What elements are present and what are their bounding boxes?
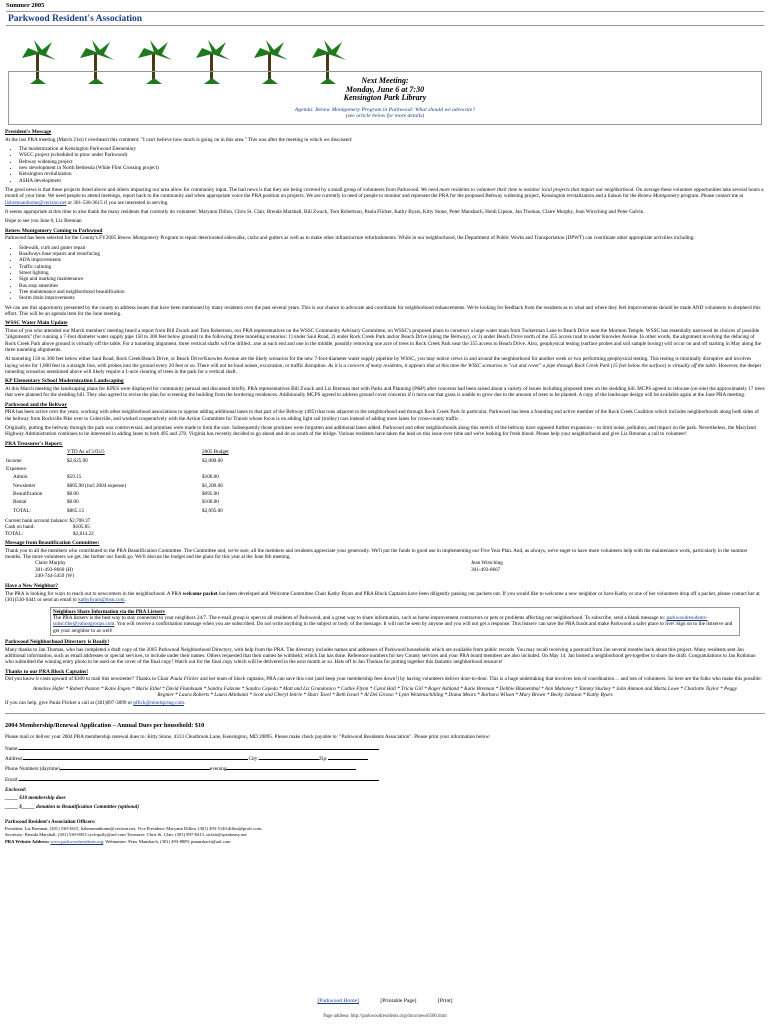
meeting-date: Monday, June 6 at 7:30 [345,84,425,94]
table-row: Beautification $0.00 $695.00 [13,491,219,497]
page-address: Page address: http://parkwoodresidents.org/docs/news0506.html [323,1014,447,1019]
email-field[interactable]: Email: [5,775,765,783]
block-captain-names: Annelise Hafer * Robert Paxton * Katie Engen * Marie Ethel * David Flumbaum * Sandra Falzone * Sandra Cepeda * Matt and Liz Grandonico * Cathie Flynn * Carol Hall * Tricia Gill * Roger Ashland * Katie Brennan * Debbie Blumenthal * Ann Mahoney * Tammy Stuckey * John Ammon and Marta Lowe * Charlotte Taylor * Peggy Regnier * Laura Roberts * Laura Akinbami * Scott and Cheryl Imirie * Shari Tavel * Beth Israel * Al Del Grosso * Lynn Weidenschilling * Diana Mears * Barbara Wilson * Mary Brown * Becky Johnson * Kathy Byars [33,685,737,698]
beautification-heading: Message from Beautification Committee: [5,540,100,547]
meeting-agenda: Agenda: Renew Montgomery Program in Parkwood: What should we advocate? [294,106,476,113]
table-row: Rental $0.00 $100.00 [13,499,219,506]
list-item: • new development in North Bethesda (White Flint Crossing project) [19,165,765,171]
list-item: • Sign and marking maintenance [19,276,765,282]
enclosed-label: Enclosed: [5,787,27,794]
table-row: Income $2,625.90 $2,000.00 [6,457,223,464]
new-neighbor-paragraph: The PRA is looking for ways to reach out to newcomers in the neighborhood. A PRA welcome packet has been developed and Welcome Committee Chair Kathy Byars and PRA Block Captains have been diligently passing our packets out. If you would like to welcome a new neighbor or have Kathy or one of her volunteers drop off a packet, please contact her at (301)530-9441 or send an email to kathybyars@msn.com. [5,590,760,604]
officers-title: Parkwood Resident's Association Officers: [5,820,96,826]
website-line: PRA Website Address: www.parkwoodresidents.org, Webmaster: Peter Mansbach, (301) 493-8809, pmansbach@aol.com [5,839,231,845]
treasurer-table [5,448,230,515]
cash-on-hand: Cash on hand: $105.85 [5,524,90,531]
renew-activities-list [5,245,765,302]
beltway-heading: Parkwood and the Beltway [5,401,68,408]
home-link[interactable]: [Parkwood Home] [317,998,359,1004]
contact-jean: Jean Wirsching 301-493-8667 [471,560,503,573]
contact-claire: Claire Murphy 301-493-8660 (H) 240-744-5459 (W) [35,560,75,580]
printable-page-link[interactable]: [Printable Page] [380,998,417,1004]
newsletter-content [5,127,765,845]
project-list [5,146,765,184]
list-item: • WSCC project (scheduled to plow under Parkwood) [19,152,765,158]
block-captains-paragraph: Did you know it costs upward of $300 to mail this newsletter? Thanks to Chair Paula Flicker and her team of block captains, PRA can save this cost (and keep your membership fees down!) by having volunteers deliver door-to-door. This is a huge undertaking that involves lots of coordination… and lots of volunteers. So here are the folks who make this possible: [5,676,762,683]
print-link[interactable]: [Print] [437,998,453,1004]
table-row: Admin $59.15 $100.00 [13,474,219,481]
list-item: • Sidewalk, curb and gutter repair [19,245,765,251]
list-item: • ADA improvements [19,257,765,263]
presidents-message-intro: At the last PRA meeting (March 21st) I overheard this comment: "I can't believe how much is going on in this area." This was after the meeting in which we discussed: [5,136,353,143]
volunteer-appeal: The good news is that these projects listed above and others impacting our area allow for community input. The bad news is that they are being covered by a small group of volunteers from Parkwood. We need more residents to volunteer their time to monitor local projects that impact our neighborhood. On average these volunteer opportunities take several hours a month of your time. We need people to attend meetings, report back to the community and when appropriate voice the PRA position on projects. We are currently in need of people to monitor and represent the PRA for the proposed Beltway widening project, Kensington revitalization and a liaison for the Renew Montgomery program. Please contact me at lizbrennanhome@verizon.net or 301-530-3615 if you are interested in serving. [5,187,764,206]
listserv-box [50,607,740,636]
renew-montgomery-intro: Parkwood has been selected for the County's FY2005 Renew Montgomery Program to repair deteriorated sidewalks, curbs and gutters as well as to make other infrastructure refurbishments. While in our neighborhood, the Department of Public Works and Transportation (DPWT) can coordinate other appropriate activities including: [5,235,695,242]
footer-nav [0,998,770,1005]
address-field[interactable]: Address: City: Zip: [5,754,765,762]
beautification-contacts [35,560,765,579]
listserv-heading: Neighbors Share Information via the PRA Listserv [53,608,166,615]
page-title: Parkwood Resident's Association [6,11,764,26]
donation-line: _____ $_____ donation to Beautification Committee (optional) [5,803,140,810]
table-row: Newsletter $805.98 (incl 2004 expense) $1,200.00 [13,482,223,489]
table-row: TOTAL: $865.13 $2,095.00 [13,507,223,514]
meeting-heading: Next Meeting: [361,76,409,85]
officers-line-2: Secretary: Brenda Marshall, (301) 530-0053 cyclopsfly@aol.com Treasurer: Chris St. Clair, (301) 897-8413, stclair@speakeasy.net [5,831,247,837]
block-captains-heading: Thanks to our PRA Block Captains! [5,668,89,675]
list-item: • Storm drain improvements [19,295,765,301]
treasurer-total: TOTAL: $2,814.22 [5,530,94,537]
next-meeting-box [8,71,762,125]
list-item: • ASHA development [19,178,765,184]
renew-montgomery-followup: We can use this opportunity presented by the county to address issues that have been mentioned by many residents over the past several years. This is our chance to advocate and coordinate for neighborhood enhancements. We're looking for feedback from the residents as to what and where they feel improvements should be made AND volunteers to shepherd this effort. This will be an agenda item for the June meeting. [5,304,761,318]
beltway-paragraph-1: PRA has been active over the years, working with other neighborhood associations to oppose adding additional lanes to that part of the Beltway (495) that runs adjacent to the neighborhood and through Rock Creek Park In particular, Parkwood has been a founding and active member of the Rock Creek Coalition which includes neighborhoods along both sides of the beltway from Rockville Pike over to Colesville, and worked cooperatively with the Action Committee for Transit whose focus is on adding light rail (trolley) cars instead of adding more lanes for cross-county traffic. [5,409,759,422]
dues-line: _____ $10 membership dues [5,795,66,802]
kpes-heading: KP Elementary School Modernization Landscaping [5,378,124,385]
divider [5,713,765,714]
wssc-paragraph-2: At tunneling 150 to 300 feet below either Saul Road, Rock Creek/Beach Drive, or Beach Drive/Knowles Avenue are the likely scenarios for the new 7-foot-diameter water supply pipeline by WSSC, you may notice crews in and around the neighborhood for another week or two performing geophysical testing. This testing is minimally disruptive and involves laying wires for 1,000 feet in a straight line, with probes into the ground every 20 feet or so. There will not be loud noises, excavation, or traffic disruption. As it is a concern of many residents, it appears that at this time the WSSC scenarios to "cut and cover" a pipe through Rock Creek Park (15 feet below the surface) is virtually off the table. However, the deeper tunneling scenarios mentioned above will likely require a 1-acre clearing of trees in the park for a vertical shaft. [5,356,762,376]
wssc-heading: WSSC Water Main Update [5,320,68,327]
directory-heading: Parkwood Neighborhood Directory is Ready! [5,639,110,646]
budget-column-header: 2005 Budget [202,449,229,456]
renew-montgomery-heading: Renew Montgomery Coming to Parkwood [5,227,103,234]
bank-balance: Current bank account balance: $2,708.37 [5,518,91,525]
ytd-column-header: YTD As of 5/03/5 [67,449,105,456]
list-item: • The modernization at Kensington Parkwood Elementary [19,146,765,152]
president-signoff: Hope to see you June 6, Liz Brennan [5,218,82,225]
issue-label: Summer 2005 [6,2,45,9]
phone-field[interactable]: Phone Numbers:(daytime) evening [5,764,765,772]
beltway-paragraph-2: Originally, putting the beltway through the park was controversial, and promises were made to limit the size. Subsequently those promises were forgotten and additional lanes added. Parkwood and other neighborhoods along this stretch of the beltway have opposed further expansion – to limit noise, pollution, and impact on the park. Nevertheless, the Maryland Highway Administration continues to be interested in adding lanes to both 495 and 270. Virginia has recently decided to go ahead and do so south of the bridge. Various residents have taken the lead on this issue over time and we're looking for fresh blood. Please help your neighborhood and give Liz Brennan a call to volunteer! [5,425,756,438]
membership-instructions: Please mail or deliver your 2004 PRA membership renewal dues to: Kitty Stone, 4313 Clearbrook Lane, Kensington, MD 20895. Please make check payable to: "Parkwood Residents Association". Please print your information below: [5,734,491,741]
name-field[interactable]: Name: [5,744,765,752]
president-email-link[interactable]: lizbrennanhome@verizon.net [5,199,67,206]
kathy-email-link[interactable]: kathybyars@msn.com [78,597,125,604]
table-row: Expenses: [6,465,28,472]
beautification-paragraph: Thank you to all the members who contributed to the PRA Beautification Committee. The Committee and, we're sure, all the members and residents appreciate your generosity. We'll put the funds to good use in implementing our Five Year Plan. And, as always, we're eager to have more volunteers help with the maintenance work, particularly in the summer months. The more volunteers we get, the further our funds go. We'll discuss the budget and the plans for this year at the June 6th meeting. [5,547,748,560]
list-item: • Tree maintenance and neighborhood beautification [19,289,765,295]
membership-heading: 2004 Membership/Renewal Application – Annual Dues per household: $10 [5,721,205,729]
meeting-location: Kensington Park Library [343,93,427,102]
website-link[interactable]: www.parkwoodresidents.org [50,839,104,845]
list-item: • Kensington revitalization [19,171,765,177]
list-item: • Roadways base repairs and resurfacing [19,251,765,257]
wssc-paragraph-1: Those of you who attended our March members' meeting heard a report from Bill Zwack and Tom Robertson, our PRA representatives on the WSSC Community Advisory Committee, on WSSC's proposed plans to construct a large water main from Tuckerman Lane to Beach Drive near the Mormon Temple. WSSC has essentially narrowed its choices of possible "alignments" (for running a 7-foot diameter water supply pipe 150 to 300 feet below ground) to the following three tunneling scenarios: 1) under Saul Road, 2) under Rock Creek Park and/or Beach Drive (along the Beltway), or 3) under Beach Drive north of the 355 access road to under Knowles Avenue. In other words, the alignment involving the defacing of Rock Creek Park above ground is virtually off the table. For a tunneling alignment, three vertical shafts will be drilled...one at each end and one in the middle, possibly removing one acre of trees in Rock Creek Park near the 355 access to Beach Drive. Also, geophysical testing (surface probes and soil sample boring) will occur on and off starting in May along the three tunneling alignments. [5,328,761,354]
list-item: • Traffic calming [19,264,765,270]
list-item: • Street lighting [19,270,765,276]
list-item: • Beltway widening project [19,159,765,165]
block-captains-help: If you can help, give Paula Flicker a call at (301)897-3899 or pflick@mindspring.com. [5,700,186,707]
presidents-message-heading: President's Message [5,129,52,135]
meeting-agenda-note: (see article below for more details) [345,112,425,119]
volunteer-thanks: It seems appropriate at this time to also thank the many residents that currently do volunteer: Maryann Dillon, Chris St. Clair, Brenda Marshall, Bill Zwack, Tom Robertson, Paula Flicker, Kathy Byars, Kitty Stone, Peter Mansbach, Heidi Lipson, Jan Thomas, Claire Murphy, Jean Wirsching and Peter Galvin. [5,209,645,216]
kpes-paragraph: At this March meeting the landscaping plans for KPES were displayed for community perusal and discussed briefly. PRA representatives Bill Zwack and Liz Brennan met with Parks and Planning (P&P) after concerns had been raised about a variety of issues including proposed trees on the sledding hill. MCPS agreed to relocate (on-site) the approximately 17 trees that were planned for the sledding hill. They also agreed to revise the plan for screening the building from the bordering residences. Additionally MCPS agreed to address ground cover concerns if it turns out that grass is unable to grow due to the amount of trees to be planted. A copy of the landscape design will be available again at the June PRA meeting. [5,386,765,399]
officers-line-1: President: Liz Brennan, (301) 530-3615, lizbrennanhome@verizon.net, Vice President: Maryann Dillon, (301) 493-5140,dillon@prols.com, [5,826,263,832]
list-item: • Bus stop amenities [19,283,765,289]
treasurer-heading: PRA Treasurer's Report: [5,440,63,447]
directory-paragraph: Many thanks to Jan Thomas, who has completed a draft copy of the 2005 Parkwood Neighborhood Directory, with help from the PRA. The directory includes names and addresses of Parkwood households which are available from public records. You may recall receiving a postcard from Jan several months back about this project. Many residents sent Jan additional information, such as email addresses or special services, to include under their names. Others requested that their names be withheld, which Jan has done. Reference numbers for key County services and your PRA board members are also included. On May 14, Jan hosted a neighborhood get-together to share the draft. Congratulations to Jan Rothman who submitted the winning entry photo to be used on the cover of the final copy! Watch out for the final copy which will be delivered in the next month or so. Hats off to Jan Thomas for putting together this fantastic neighborhood resource! [5,646,756,666]
listserv-paragraph: The PRA listserv is the best way to stay connected to your neighbors 24/7. The e-mail group is open to all residents of Parkwood, and a great way to share information, such as home improvement contractors or pets or problems affecting our neighborhood. To subscribe, send a blank message to: parkwoodresidents-subscribe@yahoogroups.com. You will receive a confirmation message when you are subscribed. Do not write anything in the subject or body of the message. It will not be seen by anyone and you will not get a response. This listserv can save the PRA funds and make Parkwood a safer place to live! Sign on to the listserve and get your neighbor to as well! [53,615,733,634]
new-neighbor-heading: Have a New Neighbor? [5,583,59,590]
listserv-subscribe-link[interactable]: parkwoodresidents-subscribe@yahoogroups.com [53,615,708,628]
paula-email-link[interactable]: pflick@mindspring.com [133,700,185,707]
